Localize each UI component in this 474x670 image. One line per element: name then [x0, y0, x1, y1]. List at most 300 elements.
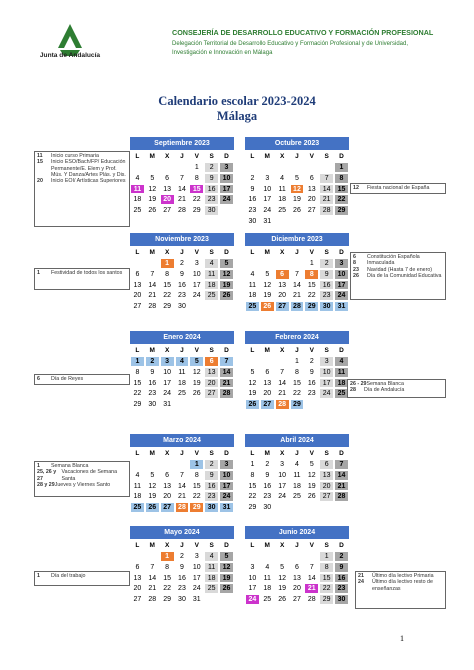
day-cell: 28	[319, 205, 334, 216]
day-cell: 8	[160, 562, 175, 573]
weekday-label: M	[264, 347, 270, 354]
note-day: 20	[37, 178, 43, 185]
day-cell: 16	[145, 378, 160, 389]
day-cell: 25	[290, 491, 305, 502]
day-cell: 3	[189, 551, 204, 562]
note-text: Festividad de todos los santos	[51, 270, 123, 276]
day-cell: 1	[160, 551, 175, 562]
notes-february	[347, 379, 446, 398]
note-day: 1	[37, 573, 40, 579]
notes-january	[34, 374, 130, 385]
day-cell: 12	[219, 269, 234, 280]
day-cell: 1	[334, 162, 349, 173]
month-calendar-abr	[245, 434, 349, 513]
day-cell: 3	[245, 562, 260, 573]
day-cell: 6	[130, 269, 145, 280]
day-cell: 23	[175, 290, 190, 301]
day-cell: 21	[319, 194, 334, 205]
weekday-label: M	[149, 249, 155, 256]
day-cell: 28	[290, 301, 305, 312]
day-cell: 13	[130, 280, 145, 291]
day-cell: 12	[219, 562, 234, 573]
day-cell: 16	[260, 481, 275, 492]
day-cell: 18	[290, 481, 305, 492]
day-cell: 11	[204, 269, 219, 280]
weekday-label: V	[309, 153, 314, 160]
note-text: Último día lectivo Primaria	[372, 573, 434, 579]
day-cell: 20	[304, 194, 319, 205]
day-cell: 23	[319, 290, 334, 301]
month-grid	[245, 152, 349, 227]
day-cell: 11	[290, 470, 305, 481]
day-cell: 25	[204, 290, 219, 301]
empty-cell	[275, 258, 290, 269]
day-cell: 14	[304, 573, 319, 584]
weekday-label: L	[250, 450, 255, 457]
day-cell: 6	[304, 173, 319, 184]
day-cell: 6	[160, 173, 175, 184]
day-cell: 17	[160, 378, 175, 389]
weekday-label: V	[194, 347, 199, 354]
day-cell: 8	[319, 562, 334, 573]
month-calendar-dic	[245, 233, 349, 312]
day-cell: 10	[319, 367, 334, 378]
day-cell: 10	[245, 573, 260, 584]
day-cell: 8	[160, 269, 175, 280]
weekday-label: J	[295, 153, 299, 160]
day-cell: 6	[130, 562, 145, 573]
day-cell: 2	[334, 551, 349, 562]
day-cell: 8	[334, 173, 349, 184]
empty-cell	[245, 162, 260, 173]
day-cell: 12	[189, 367, 204, 378]
day-cell: 22	[189, 194, 204, 205]
day-cell: 17	[189, 573, 204, 584]
note-row	[350, 387, 443, 393]
month-header: Mayo 2024	[130, 526, 234, 539]
day-cell: 15	[290, 378, 305, 389]
day-cell: 24	[189, 290, 204, 301]
day-cell: 20	[130, 583, 145, 594]
day-cell: 21	[219, 378, 234, 389]
note-day: 26 - 29	[350, 381, 367, 387]
day-cell: 20	[204, 378, 219, 389]
day-cell: 27	[260, 399, 275, 410]
note-day: 25, 26 y 27	[37, 469, 57, 482]
day-cell: 11	[334, 367, 349, 378]
empty-cell	[245, 551, 260, 562]
day-cell: 30	[204, 502, 219, 513]
day-cell: 2	[204, 459, 219, 470]
empty-cell	[145, 551, 160, 562]
day-cell: 12	[145, 184, 160, 195]
month-calendar-feb	[245, 331, 349, 410]
day-cell: 27	[319, 491, 334, 502]
day-cell: 13	[160, 481, 175, 492]
weekday-label: S	[324, 347, 329, 354]
note-day: 28 y 29	[37, 481, 55, 488]
page-title: Calendario escolar 2023-2024	[158, 94, 316, 108]
weekday-label: M	[149, 153, 155, 160]
day-cell: 15	[189, 481, 204, 492]
day-cell: 2	[145, 356, 160, 367]
day-cell: 13	[275, 280, 290, 291]
weekday-label: M	[149, 450, 155, 457]
day-cell: 20	[130, 290, 145, 301]
day-cell: 19	[260, 290, 275, 301]
day-cell: 24	[189, 583, 204, 594]
month-header: Noviembre 2023	[130, 233, 234, 246]
day-cell: 31	[260, 216, 275, 227]
day-cell: 22	[160, 290, 175, 301]
day-cell: 28	[304, 594, 319, 605]
weekday-label: X	[164, 153, 170, 160]
day-cell: 5	[219, 258, 234, 269]
note-text: Día de Andalucía	[364, 387, 405, 394]
weekday-label: L	[135, 153, 140, 160]
day-cell: 18	[130, 194, 145, 205]
day-cell: 23	[204, 491, 219, 502]
day-cell: 10	[334, 269, 349, 280]
day-cell: 21	[275, 388, 290, 399]
weekday-label: X	[279, 249, 285, 256]
weekday-label: V	[309, 542, 314, 549]
day-cell: 13	[260, 378, 275, 389]
day-cell: 18	[275, 194, 290, 205]
day-cell: 26	[145, 205, 160, 216]
day-cell: 7	[175, 470, 190, 481]
day-cell: 21	[145, 583, 160, 594]
day-cell: 30	[204, 205, 219, 216]
weekday-label: L	[135, 542, 140, 549]
day-cell: 20	[260, 388, 275, 399]
empty-cell	[304, 551, 319, 562]
day-cell: 27	[160, 205, 175, 216]
day-cell: 29	[130, 399, 145, 410]
day-cell: 14	[145, 573, 160, 584]
day-cell: 17	[219, 184, 234, 195]
day-cell: 25	[275, 205, 290, 216]
weekday-label: J	[180, 542, 184, 549]
month-grid	[245, 541, 349, 605]
day-cell: 5	[245, 367, 260, 378]
day-cell: 29	[290, 399, 305, 410]
weekday-label: S	[209, 249, 214, 256]
day-cell: 3	[189, 258, 204, 269]
day-cell: 24	[260, 205, 275, 216]
day-cell: 30	[175, 594, 190, 605]
day-cell: 4	[175, 356, 190, 367]
month-header: Enero 2024	[130, 331, 234, 344]
weekday-label: D	[224, 249, 229, 256]
month-header: Septiembre 2023	[130, 137, 234, 150]
day-cell: 9	[245, 184, 260, 195]
empty-cell	[175, 162, 190, 173]
day-cell: 21	[145, 290, 160, 301]
day-cell: 24	[219, 491, 234, 502]
note-text: Fiesta nacional de España	[367, 185, 430, 191]
empty-cell	[160, 459, 175, 470]
day-cell: 11	[245, 280, 260, 291]
day-cell: 15	[189, 184, 204, 195]
day-cell: 5	[304, 459, 319, 470]
weekday-label: J	[295, 450, 299, 457]
day-cell: 31	[189, 594, 204, 605]
weekday-label: X	[164, 450, 170, 457]
day-cell: 10	[160, 367, 175, 378]
day-cell: 11	[130, 184, 145, 195]
day-cell: 30	[334, 594, 349, 605]
day-cell: 19	[219, 280, 234, 291]
day-cell: 9	[260, 470, 275, 481]
day-cell: 13	[319, 470, 334, 481]
day-cell: 8	[189, 173, 204, 184]
weekday-label: X	[279, 347, 285, 354]
day-cell: 9	[204, 470, 219, 481]
empty-cell	[260, 356, 275, 367]
day-cell: 5	[145, 173, 160, 184]
day-cell: 29	[189, 205, 204, 216]
day-cell: 13	[160, 184, 175, 195]
month-header: Marzo 2024	[130, 434, 234, 447]
day-cell: 19	[189, 378, 204, 389]
weekday-label: J	[180, 249, 184, 256]
note-day: 1	[37, 270, 40, 276]
day-cell: 23	[334, 583, 349, 594]
day-cell: 23	[245, 205, 260, 216]
day-cell: 5	[290, 173, 305, 184]
day-cell: 26	[189, 388, 204, 399]
day-cell: 14	[175, 481, 190, 492]
day-cell: 4	[204, 258, 219, 269]
empty-cell	[260, 162, 275, 173]
day-cell: 28	[175, 502, 190, 513]
day-cell: 4	[204, 551, 219, 562]
day-cell: 3	[219, 162, 234, 173]
day-cell: 4	[260, 562, 275, 573]
day-cell: 17	[260, 194, 275, 205]
day-cell: 27	[304, 205, 319, 216]
weekday-label: J	[180, 450, 184, 457]
day-cell: 29	[304, 301, 319, 312]
day-cell: 26	[219, 290, 234, 301]
day-cell: 1	[319, 551, 334, 562]
day-cell: 21	[290, 290, 305, 301]
day-cell: 23	[175, 583, 190, 594]
day-cell: 12	[145, 481, 160, 492]
note-row	[353, 273, 443, 279]
note-day: 11	[37, 153, 43, 159]
weekday-label: M	[149, 542, 155, 549]
day-cell: 5	[145, 470, 160, 481]
day-cell: 27	[275, 301, 290, 312]
day-cell: 7	[175, 173, 190, 184]
day-cell: 30	[145, 399, 160, 410]
day-cell: 7	[145, 269, 160, 280]
day-cell: 16	[204, 184, 219, 195]
weekday-label: X	[164, 249, 170, 256]
day-cell: 5	[275, 562, 290, 573]
day-cell: 9	[204, 173, 219, 184]
day-cell: 27	[204, 388, 219, 399]
month-header: Abril 2024	[245, 434, 349, 447]
day-cell: 18	[204, 280, 219, 291]
day-cell: 19	[145, 491, 160, 502]
weekday-label: L	[135, 450, 140, 457]
month-header: Octubre 2023	[245, 137, 349, 150]
day-cell: 17	[334, 280, 349, 291]
month-grid	[245, 449, 349, 513]
day-cell: 16	[175, 573, 190, 584]
day-cell: 24	[275, 491, 290, 502]
day-cell: 8	[304, 269, 319, 280]
note-row	[353, 185, 443, 191]
day-cell: 15	[334, 184, 349, 195]
day-cell: 20	[275, 290, 290, 301]
note-day: 1	[37, 463, 40, 469]
weekday-label: D	[224, 450, 229, 457]
weekday-label: X	[279, 450, 285, 457]
day-cell: 10	[189, 562, 204, 573]
day-cell: 14	[275, 378, 290, 389]
day-cell: 16	[334, 573, 349, 584]
day-cell: 2	[304, 356, 319, 367]
day-cell: 20	[290, 583, 305, 594]
day-cell: 11	[175, 367, 190, 378]
weekday-label: V	[194, 450, 199, 457]
empty-cell	[319, 162, 334, 173]
weekday-label: L	[135, 249, 140, 256]
page-subtitle: Málaga	[216, 109, 258, 123]
day-cell: 18	[175, 378, 190, 389]
empty-cell	[275, 551, 290, 562]
day-cell: 12	[260, 280, 275, 291]
day-cell: 25	[175, 388, 190, 399]
day-cell: 24	[160, 388, 175, 399]
day-cell: 9	[334, 562, 349, 573]
day-cell: 3	[219, 459, 234, 470]
junta-andalucia-logo-icon	[32, 22, 108, 70]
day-cell: 2	[175, 258, 190, 269]
day-cell: 22	[334, 194, 349, 205]
weekday-label: S	[209, 450, 214, 457]
day-cell: 12	[245, 378, 260, 389]
note-day: 21	[358, 573, 364, 579]
day-cell: 27	[130, 301, 145, 312]
day-cell: 3	[319, 356, 334, 367]
day-cell: 4	[275, 173, 290, 184]
note-text: Último día lectivo resto de enseñanzas	[372, 579, 433, 592]
note-text: Día de la Comunidad Educativa	[367, 272, 442, 279]
empty-cell	[275, 356, 290, 367]
day-cell: 3	[275, 459, 290, 470]
day-cell: 14	[175, 184, 190, 195]
day-cell: 22	[319, 583, 334, 594]
day-cell: 4	[130, 173, 145, 184]
day-cell: 19	[304, 481, 319, 492]
month-grid	[245, 346, 349, 410]
weekday-label: V	[194, 542, 199, 549]
page-number: 1	[400, 634, 404, 643]
day-cell: 10	[219, 173, 234, 184]
day-cell: 25	[130, 502, 145, 513]
day-cell: 14	[334, 470, 349, 481]
weekday-label: L	[250, 347, 255, 354]
day-cell: 22	[189, 491, 204, 502]
day-cell: 31	[219, 502, 234, 513]
day-cell: 28	[219, 388, 234, 399]
day-cell: 17	[245, 583, 260, 594]
day-cell: 6	[290, 562, 305, 573]
day-cell: 19	[245, 388, 260, 399]
weekday-label: V	[309, 347, 314, 354]
note-day: 8	[353, 260, 356, 267]
note-text: Navidad (Hasta 7 de enero)	[367, 266, 433, 273]
weekday-label: L	[250, 542, 255, 549]
day-cell: 27	[290, 594, 305, 605]
day-cell: 11	[260, 573, 275, 584]
day-cell: 29	[319, 594, 334, 605]
note-text: Jueves y Viernes Santo	[54, 481, 111, 488]
note-row	[37, 159, 127, 178]
day-cell: 16	[175, 280, 190, 291]
day-cell: 2	[260, 459, 275, 470]
day-cell: 14	[219, 367, 234, 378]
month-calendar-oct	[245, 137, 349, 227]
day-cell: 17	[219, 481, 234, 492]
month-calendar-nov	[130, 233, 234, 312]
note-text: Día de Reyes	[51, 376, 84, 382]
day-cell: 12	[290, 184, 305, 195]
month-grid	[245, 248, 349, 312]
day-cell: 2	[319, 258, 334, 269]
weekday-label: L	[135, 347, 140, 354]
weekday-label: J	[295, 249, 299, 256]
day-cell: 21	[175, 491, 190, 502]
empty-cell	[275, 162, 290, 173]
day-cell: 20	[160, 491, 175, 502]
day-cell: 19	[275, 583, 290, 594]
weekday-label: M	[264, 249, 270, 256]
empty-cell	[145, 459, 160, 470]
day-cell: 24	[319, 388, 334, 399]
empty-cell	[160, 162, 175, 173]
day-cell: 8	[189, 470, 204, 481]
weekday-label: J	[180, 153, 184, 160]
weekday-label: D	[339, 347, 344, 354]
day-cell: 7	[219, 356, 234, 367]
weekday-label: V	[194, 249, 199, 256]
day-cell: 13	[290, 573, 305, 584]
weekday-label: S	[324, 542, 329, 549]
day-cell: 15	[160, 280, 175, 291]
month-grid	[130, 152, 234, 216]
day-cell: 22	[160, 583, 175, 594]
weekday-label: D	[339, 450, 344, 457]
day-cell: 29	[160, 301, 175, 312]
day-cell: 7	[304, 562, 319, 573]
weekday-label: X	[164, 542, 170, 549]
weekday-label: J	[295, 347, 299, 354]
note-day: 23	[353, 266, 359, 273]
day-cell: 15	[160, 573, 175, 584]
day-cell: 25	[334, 388, 349, 399]
day-cell: 23	[260, 491, 275, 502]
day-cell: 14	[290, 280, 305, 291]
day-cell: 25	[204, 583, 219, 594]
empty-cell	[130, 551, 145, 562]
notes-march	[34, 461, 130, 497]
